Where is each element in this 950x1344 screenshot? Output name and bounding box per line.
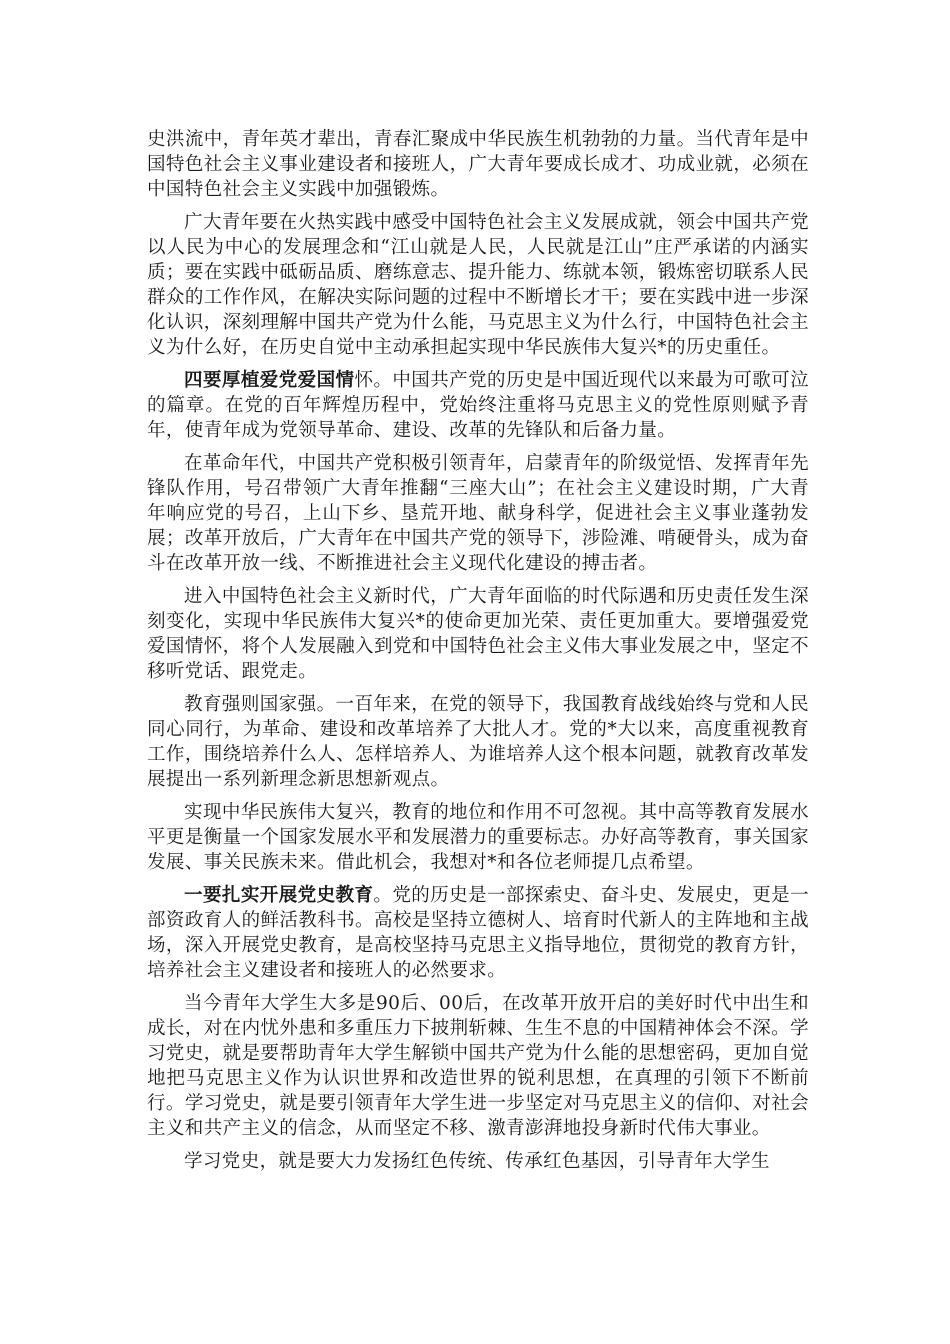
paragraph-lead: 四要厚植爱党爱国情 [184,370,355,391]
paragraph [147,692,809,792]
section-heading-paragraph [147,883,809,983]
paragraph-text: 。党的历史是一部探索史、奋斗史、发展史，更是一部资政育人的鲜活教科书。高校是坚持立德树人、培育时代新人的主阵地和主战场，深入开展党史教育，是高校坚持马克思主义指导地位，贯彻党的教育方针，培养社会主义建设者和接班人的必然要求。 [147,885,809,981]
paragraph [147,584,809,684]
paragraph [147,210,809,360]
document-page [147,127,809,1182]
paragraph [147,127,809,202]
paragraph-text: 教育强则国家强。一百年来，在党的领导下，我国教育战线始终与党和人民同心同行，为革命、建设和改革培养了大批人才。党的*大以来，高度重视教育工作，围绕培养什么人、怎样培养人、为谁培养人这个根本问题，就教育改革发展提出一系列新理念新思想新观点。 [147,694,809,790]
section-heading-paragraph [147,368,809,443]
paragraph-text: 在革命年代，中国共产党积极引领青年，启蒙青年的阶级觉悟、发挥青年先锋队作用，号召带领广大青年推翻“三座大山”；在社会主义建设时期，广大青年响应党的号召，上山下乡、垦荒开地、献身科学，促进社会主义事业蓬勃发展；改革开放后，广大青年在中国共产党的领导下，涉险滩、啃硬骨头，成为奋斗在改革开放一线、不断推进社会主义现代化建设的搏击者。 [147,453,809,574]
paragraph-text: 史洪流中，青年英才辈出，青春汇聚成中华民族生机勃勃的力量。当代青年是中国特色社会主义事业建设者和接班人，广大青年要成长成才、功成业就，必须在中国特色社会主义实践中加强锻炼。 [147,129,809,200]
paragraph [147,451,809,576]
paragraph-text: 广大青年要在火热实践中感受中国特色社会主义发展成就，领会中国共产党以人民为中心的发展理念和“江山就是人民，人民就是江山”庄严承诺的内涵实质；要在实践中砥砺品质、磨练意志、提升能力、练就本领，锻炼密切联系人民群众的工作作风，在解决实际问题的过程中不断增长才干；要在实践中进一步深化认识，深刻理解中国共产党为什么能，马克思主义为什么行，中国特色社会主义为什么好，在历史自觉中主动承担起实现中华民族伟大复兴*的历史重任。 [147,212,809,358]
paragraph-text: 怀。中国共产党的历史是中国近现代以来最为可歌可泣的篇章。在党的百年辉煌历程中，党始终注重将马克思主义的党性原则赋予青年，使青年成为党领导革命、建设、改革的先锋队和后备力量。 [147,370,809,441]
paragraph [147,1149,809,1174]
paragraph-text: 进入中国特色社会主义新时代，广大青年面临的时代际遇和历史责任发生深刻变化，实现中华民族伟大复兴*的使命更加光荣、责任更加重大。要增强爱党爱国情怀，将个人发展融入到党和中国特色社会主义伟大事业发展之中，坚定不移听党话、跟党走。 [147,586,809,682]
paragraph-text: 学习党史，就是要大力发扬红色传统、传承红色基因，引导青年大学生 [184,1151,770,1172]
paragraph-text: 当今青年大学生大多是90后、00后，在改革开放开启的美好时代中出生和成长，对在内忧外患和多重压力下披荆斩棘、生生不息的中国精神体会不深。学习党史，就是要帮助青年大学生解锁中国共产党为什么能的思想密码，更加自觉地把马克思主义作为认识世界和改造世界的锐利思想，在真理的引领下不断前行。学习党史，就是要引领青年大学生进一步坚定对马克思主义的信仰、对社会主义和共产主义的信念，从而坚定不移、激青澎湃地投身新时代伟大事业。 [147,993,809,1139]
paragraph [147,800,809,875]
paragraph [147,991,809,1141]
paragraph-text: 实现中华民族伟大复兴，教育的地位和作用不可忽视。其中高等教育发展水平更是衡量一个国家发展水平和发展潜力的重要标志。办好高等教育，事关国家发展、事关民族未来。借此机会，我想对*和各位老师提几点希望。 [147,802,809,873]
paragraph-lead: 一要扎实开展党史教育 [184,885,374,906]
